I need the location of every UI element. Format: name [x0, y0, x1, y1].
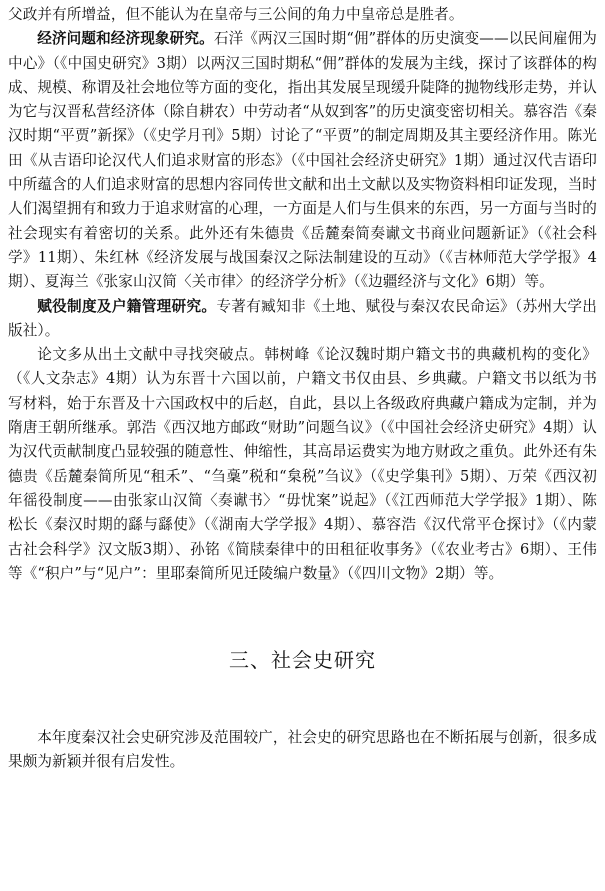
- section-heading: 三、社会史研究: [229, 648, 376, 673]
- paragraph-body: 专著有臧知非《土地、赋役与秦汉农民命运》（苏州大学出版社）。: [8, 297, 598, 339]
- paragraph-body: 石洋《两汉三国时期“佣”群体的历史演变——以民间雇佣为中心》（《中国史研究》3期）以两汉三国时期私“佣”群体的发展为主线，探讨了该群体的构成、规模、称谓及社会地位等方面的变化，指出其发展呈现缓升陡降的抛物线形走势，并认为它与汉晋私营经济体（除自耕农）中劳动者“从奴到客”的历史演变密切相关。慕容浩《秦汉时期“平贾”新探》（《史学月刊》5期）讨论了“平贾”的制定周期及其主要经济作用。陈光田《从吉语印论汉代人们追求财富的形态》（《中国社会经济史研究》1期）通过汉代吉语印中所蕴含的人们追求财富的思想内容同传世文献和出土文献以及实物资料相印证发现，当时人们渴望拥有和致力于追求财富的心理，一方面是人们与生俱来的东西，另一方面与当时的社会现实有着密切的关系。此外还有朱德贵《岳麓秦简奏谳文书商业问题新证》（《社会科学》11期）、朱红林《经济发展与战国秦汉之际法制建设的互动》（《吉林师范大学学报》4期）、夏海兰《张家山汉简〈关市律〉的经济学分析》（《边疆经济与文化》6期）等。: [8, 30, 597, 291]
- paragraph-household-registration: 论文多从出土文献中寻找突破点。韩树峰《论汉魏时期户籍文书的典藏机构的变化》（《人文杂志》4期）认为东晋十六国以前，户籍文书仅由县、乡典藏。户籍文书以纸为书写材料，始于东晋及十六国政权中的后赵，自此，县以上各级政府典藏户籍成为定制，并为隋唐王朝所继承。郭浩《西汉地方邮政“财助”问题刍议》（《中国社会经济史研究》4期）认为汉代贡献制度凸显较强的随意性、伸缩性，其高昂运费实为地方财政之重负。此外还有朱德贵《岳麓秦简所见“租禾”、“刍稾”税和“枲税”刍议》（《史学集刊》5期）、万荣《西汉初年徭役制度——由张家山汉简〈奏谳书〉“毋忧案”说起》（《江西师范大学学报》1期）、陈松长《秦汉时期的繇与繇使》（《湖南大学学报》4期）、慕容浩《汉代常平仓探讨》（《内蒙古社会科学》汉文版3期）、孙铭《简牍秦律中的田租征收事务》（《农业考古》6期）、王伟等《“积户”与“见户”：里耶秦简所见迁陵编户数量》（《四川文物》2期）等。: [8, 346, 597, 582]
- paragraph-taxation: [8, 295, 597, 344]
- paragraph-lead-heading: 经济问题和经济现象研究。: [37, 30, 214, 48]
- paragraph-social-history-intro: 本年度秦汉社会史研究涉及范围较广，社会史的研究思路也在不断拓展与创新，很多成果颇为新颖并很有启发性。: [8, 729, 597, 771]
- paragraph-economic-history: [8, 27, 597, 294]
- paragraph-lead-heading: 赋役制度及户籍管理研究。: [37, 297, 217, 315]
- paragraph-continuation: 父政并有所增益，但不能认为在皇帝与三公间的角力中皇帝总是胜者。: [8, 6, 464, 23]
